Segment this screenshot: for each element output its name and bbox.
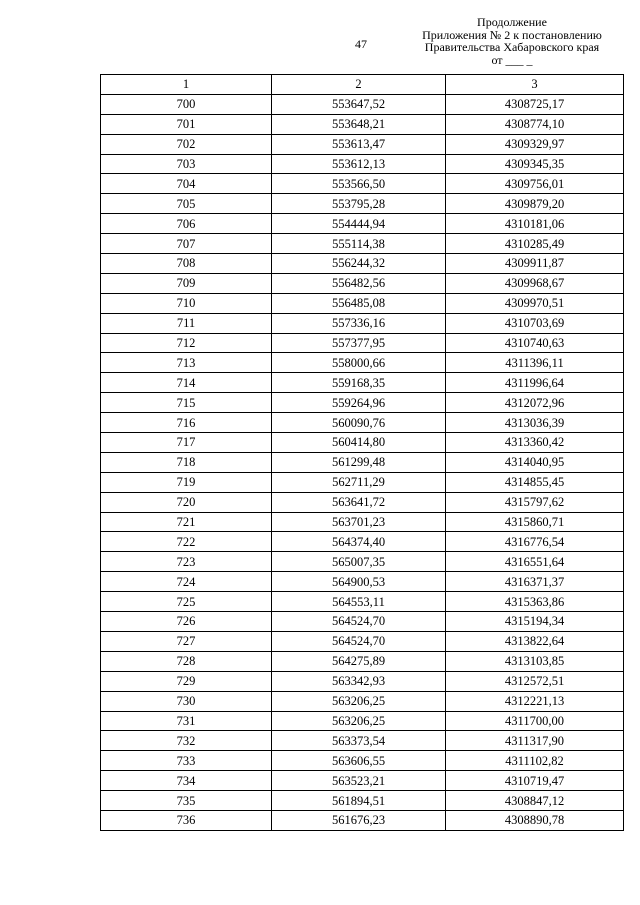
y-coordinate-cell: 4311996,64 [446, 373, 624, 393]
table-row [101, 512, 624, 532]
x-coordinate-cell: 553612,13 [272, 154, 446, 174]
y-coordinate-cell: 4311700,00 [446, 711, 624, 731]
y-coordinate-cell: 4316776,54 [446, 532, 624, 552]
x-coordinate-cell: 553566,50 [272, 174, 446, 194]
point-number-cell: 704 [101, 174, 272, 194]
x-coordinate-cell: 561299,48 [272, 452, 446, 472]
x-coordinate-cell: 563373,54 [272, 731, 446, 751]
table-row [101, 254, 624, 274]
point-number-cell: 715 [101, 393, 272, 413]
point-number-cell: 729 [101, 671, 272, 691]
point-number-cell: 705 [101, 194, 272, 214]
point-number-cell: 723 [101, 552, 272, 572]
header-date: от ___ _ [491, 52, 533, 67]
y-coordinate-cell: 4315363,86 [446, 592, 624, 612]
table-row [101, 313, 624, 333]
y-coordinate-cell: 4309329,97 [446, 134, 624, 154]
x-coordinate-cell: 557377,95 [272, 333, 446, 353]
point-number-cell: 700 [101, 94, 272, 114]
table-row [101, 234, 624, 254]
point-number-cell: 724 [101, 572, 272, 592]
x-coordinate-cell: 565007,35 [272, 552, 446, 572]
y-coordinate-cell: 4310181,06 [446, 214, 624, 234]
x-coordinate-cell: 554444,94 [272, 214, 446, 234]
point-number-cell: 719 [101, 472, 272, 492]
point-number-cell: 726 [101, 612, 272, 632]
table-row [101, 393, 624, 413]
table-row [101, 134, 624, 154]
table-row [101, 194, 624, 214]
y-coordinate-cell: 4316551,64 [446, 552, 624, 572]
point-number-cell: 728 [101, 651, 272, 671]
x-coordinate-cell: 553647,52 [272, 94, 446, 114]
y-coordinate-cell: 4314855,45 [446, 472, 624, 492]
table-header-row [101, 75, 624, 95]
y-coordinate-cell: 4310719,47 [446, 771, 624, 791]
y-coordinate-cell: 4313360,42 [446, 433, 624, 453]
y-coordinate-cell: 4313103,85 [446, 651, 624, 671]
x-coordinate-cell: 561676,23 [272, 810, 446, 830]
y-coordinate-cell: 4308725,17 [446, 94, 624, 114]
y-coordinate-cell: 4312072,96 [446, 393, 624, 413]
point-number-cell: 732 [101, 731, 272, 751]
point-number-cell: 708 [101, 254, 272, 274]
x-coordinate-cell: 564524,70 [272, 631, 446, 651]
y-coordinate-cell: 4309345,35 [446, 154, 624, 174]
x-coordinate-cell: 553795,28 [272, 194, 446, 214]
x-coordinate-cell: 556485,08 [272, 293, 446, 313]
point-number-cell: 727 [101, 631, 272, 651]
x-coordinate-cell: 564524,70 [272, 612, 446, 632]
table-row [101, 472, 624, 492]
table-row [101, 552, 624, 572]
point-number-cell: 714 [101, 373, 272, 393]
x-coordinate-cell: 556244,32 [272, 254, 446, 274]
table-row [101, 214, 624, 234]
x-coordinate-cell: 563206,25 [272, 711, 446, 731]
x-coordinate-cell: 562711,29 [272, 472, 446, 492]
y-coordinate-cell: 4315797,62 [446, 492, 624, 512]
y-coordinate-cell: 4309911,87 [446, 254, 624, 274]
point-number-cell: 712 [101, 333, 272, 353]
x-coordinate-cell: 563342,93 [272, 671, 446, 691]
table-row [101, 94, 624, 114]
point-number-cell: 731 [101, 711, 272, 731]
y-coordinate-cell: 4311396,11 [446, 353, 624, 373]
point-number-cell: 736 [101, 810, 272, 830]
x-coordinate-cell: 563701,23 [272, 512, 446, 532]
point-number-cell: 710 [101, 293, 272, 313]
point-number-cell: 707 [101, 234, 272, 254]
y-coordinate-cell: 4309968,67 [446, 273, 624, 293]
y-coordinate-cell: 4309970,51 [446, 293, 624, 313]
y-coordinate-cell: 4308774,10 [446, 114, 624, 134]
x-coordinate-cell: 560090,76 [272, 413, 446, 433]
point-number-cell: 709 [101, 273, 272, 293]
point-number-cell: 720 [101, 492, 272, 512]
coordinates-table [100, 74, 624, 831]
point-number-cell: 702 [101, 134, 272, 154]
table-row [101, 492, 624, 512]
y-coordinate-cell: 4315860,71 [446, 512, 624, 532]
table-row [101, 273, 624, 293]
point-number-cell: 717 [101, 433, 272, 453]
column-header-1: 1 [101, 75, 272, 95]
table-row [101, 731, 624, 751]
x-coordinate-cell: 563523,21 [272, 771, 446, 791]
header-government: Правительства Хабаровского края [424, 40, 600, 54]
y-coordinate-cell: 4313822,64 [446, 631, 624, 651]
point-number-cell: 718 [101, 452, 272, 472]
table-row [101, 433, 624, 453]
point-number-cell: 733 [101, 751, 272, 771]
x-coordinate-cell: 558000,66 [272, 353, 446, 373]
y-coordinate-cell: 4312572,51 [446, 671, 624, 691]
y-coordinate-cell: 4315194,34 [446, 612, 624, 632]
y-coordinate-cell: 4316371,37 [446, 572, 624, 592]
x-coordinate-cell: 561894,51 [272, 791, 446, 811]
page-number: 47 [355, 37, 367, 51]
table-row [101, 293, 624, 313]
document-header [400, 16, 624, 66]
table-row [101, 671, 624, 691]
table-row [101, 711, 624, 731]
table-row [101, 631, 624, 651]
x-coordinate-cell: 564900,53 [272, 572, 446, 592]
table-row [101, 651, 624, 671]
table-row [101, 751, 624, 771]
x-coordinate-cell: 559168,35 [272, 373, 446, 393]
point-number-cell: 734 [101, 771, 272, 791]
point-number-cell: 701 [101, 114, 272, 134]
point-number-cell: 716 [101, 413, 272, 433]
table-row [101, 612, 624, 632]
y-coordinate-cell: 4308890,78 [446, 810, 624, 830]
x-coordinate-cell: 564275,89 [272, 651, 446, 671]
table-row [101, 572, 624, 592]
x-coordinate-cell: 563606,55 [272, 751, 446, 771]
y-coordinate-cell: 4309756,01 [446, 174, 624, 194]
y-coordinate-cell: 4310740,63 [446, 333, 624, 353]
x-coordinate-cell: 553648,21 [272, 114, 446, 134]
x-coordinate-cell: 557336,16 [272, 313, 446, 333]
x-coordinate-cell: 555114,38 [272, 234, 446, 254]
x-coordinate-cell: 553613,47 [272, 134, 446, 154]
table-row [101, 353, 624, 373]
point-number-cell: 721 [101, 512, 272, 532]
header-appendix-ref: Приложения № 2 к постановлению [422, 27, 602, 42]
x-coordinate-cell: 564553,11 [272, 592, 446, 612]
header-continuation: Продолжение [477, 15, 547, 29]
table-row [101, 114, 624, 134]
y-coordinate-cell: 4311317,90 [446, 731, 624, 751]
table-row [101, 154, 624, 174]
table-row [101, 810, 624, 830]
y-coordinate-cell: 4310703,69 [446, 313, 624, 333]
table-body [101, 94, 624, 830]
y-coordinate-cell: 4309879,20 [446, 194, 624, 214]
table-row [101, 532, 624, 552]
x-coordinate-cell: 560414,80 [272, 433, 446, 453]
x-coordinate-cell: 563206,25 [272, 691, 446, 711]
y-coordinate-cell: 4308847,12 [446, 791, 624, 811]
x-coordinate-cell: 559264,96 [272, 393, 446, 413]
point-number-cell: 713 [101, 353, 272, 373]
x-coordinate-cell: 564374,40 [272, 532, 446, 552]
table-row [101, 691, 624, 711]
point-number-cell: 711 [101, 313, 272, 333]
table-row [101, 373, 624, 393]
x-coordinate-cell: 563641,72 [272, 492, 446, 512]
point-number-cell: 703 [101, 154, 272, 174]
y-coordinate-cell: 4311102,82 [446, 751, 624, 771]
column-header-3: 3 [446, 75, 624, 95]
y-coordinate-cell: 4314040,95 [446, 452, 624, 472]
table-row [101, 791, 624, 811]
column-header-2: 2 [272, 75, 446, 95]
table-row [101, 413, 624, 433]
point-number-cell: 706 [101, 214, 272, 234]
table-row [101, 771, 624, 791]
point-number-cell: 730 [101, 691, 272, 711]
y-coordinate-cell: 4310285,49 [446, 234, 624, 254]
x-coordinate-cell: 556482,56 [272, 273, 446, 293]
y-coordinate-cell: 4313036,39 [446, 413, 624, 433]
table-row [101, 174, 624, 194]
y-coordinate-cell: 4312221,13 [446, 691, 624, 711]
table-row [101, 452, 624, 472]
table-row [101, 592, 624, 612]
point-number-cell: 722 [101, 532, 272, 552]
table-row [101, 333, 624, 353]
point-number-cell: 735 [101, 791, 272, 811]
point-number-cell: 725 [101, 592, 272, 612]
